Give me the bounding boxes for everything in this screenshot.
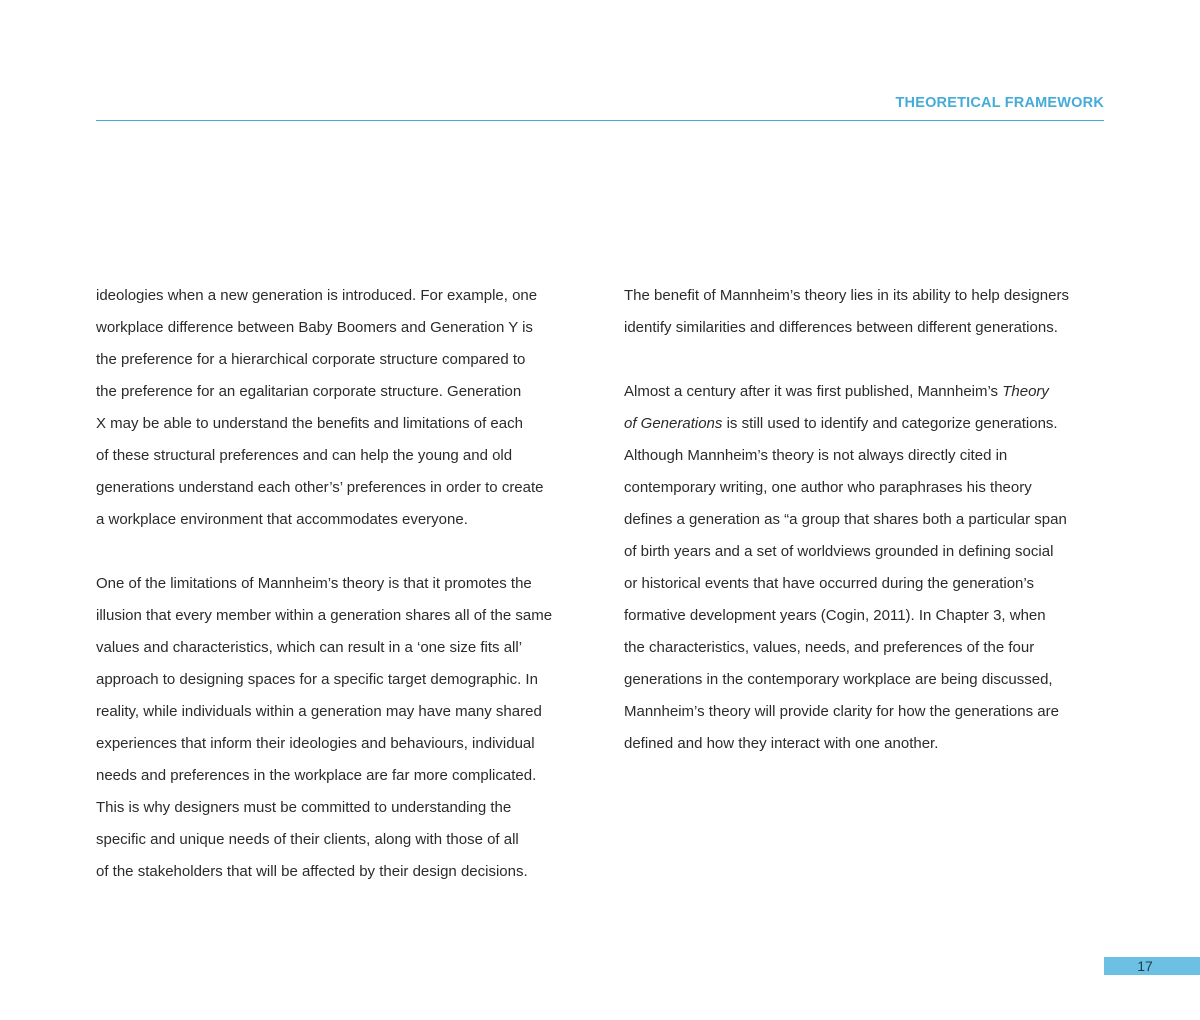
text-line: This is why designers must be committed to understanding the [96, 799, 512, 816]
header-divider [96, 120, 1104, 121]
text-line: values and characteristics, which can result in a ‘one size fits all’ [96, 639, 523, 656]
book-title-italic: of Generations [624, 415, 723, 432]
text-line: identify similarities and differences between different generations. [624, 319, 1058, 336]
text-line: specific and unique needs of their clients, along with those of all [96, 831, 519, 848]
paragraph-theory-of-generations [624, 376, 1104, 760]
page-number: 17 [1137, 958, 1153, 974]
paragraph-theory-benefit [624, 280, 1104, 344]
text-line: Mannheim’s theory will provide clarity for how the generations are [624, 703, 1059, 720]
text-line: or historical events that have occurred during the generation’s [624, 575, 1034, 592]
text-line [624, 408, 1104, 440]
paragraph-limitations [96, 568, 586, 888]
text-line: defines a generation as “a group that shares both a particular span [624, 511, 1067, 528]
text-line: reality, while individuals within a generation may have many shared [96, 703, 542, 720]
text-run: Almost a century after it was first published, Mannheim’s [624, 383, 1003, 400]
paragraph-spacer [96, 536, 586, 568]
text-line: approach to designing spaces for a specific target demographic. In [96, 671, 538, 688]
text-line: generations understand each other’s’ preferences in order to create [96, 479, 544, 496]
text-line: the characteristics, values, needs, and preferences of the four [624, 639, 1035, 656]
text-line: defined and how they interact with one another. [624, 735, 939, 752]
text-line: Although Mannheim’s theory is not always directly cited in [624, 447, 1008, 464]
section-title: THEORETICAL FRAMEWORK [895, 95, 1104, 111]
text-line: formative development years (Cogin, 2011). In Chapter 3, when [624, 607, 1046, 624]
text-line: the preference for a hierarchical corporate structure compared to [96, 351, 526, 368]
text-run: is still used to identify and categorize generations. [722, 415, 1058, 432]
text-line: workplace difference between Baby Boomers and Generation Y is [96, 319, 533, 336]
paragraph-spacer [624, 344, 1104, 376]
text-line: the preference for an egalitarian corporate structure. Generation [96, 383, 522, 400]
text-line: of the stakeholders that will be affected by their design decisions. [96, 863, 528, 880]
text-line: needs and preferences in the workplace are far more complicated. [96, 767, 537, 784]
text-line: The benefit of Mannheim’s theory lies in its ability to help designers [624, 287, 1069, 304]
text-line: X may be able to understand the benefits and limitations of each [96, 415, 523, 432]
text-line: generations in the contemporary workplace are being discussed, [624, 671, 1053, 688]
text-line: of birth years and a set of worldviews grounded in defining social [624, 543, 1054, 560]
text-line: experiences that inform their ideologies and behaviours, individual [96, 735, 535, 752]
book-title-italic: Theory [1002, 383, 1049, 400]
text-line: illusion that every member within a generation shares all of the same [96, 607, 553, 624]
right-column [624, 280, 1104, 760]
text-line: contemporary writing, one author who paraphrases his theory [624, 479, 1032, 496]
text-line: a workplace environment that accommodates everyone. [96, 511, 468, 528]
text-line: ideologies when a new generation is introduced. For example, one [96, 287, 538, 304]
paragraph-generational-differences [96, 280, 586, 536]
text-line [624, 376, 1104, 408]
left-column [96, 280, 586, 888]
text-line: One of the limitations of Mannheim’s theory is that it promotes the [96, 575, 532, 592]
text-line: of these structural preferences and can help the young and old [96, 447, 513, 464]
